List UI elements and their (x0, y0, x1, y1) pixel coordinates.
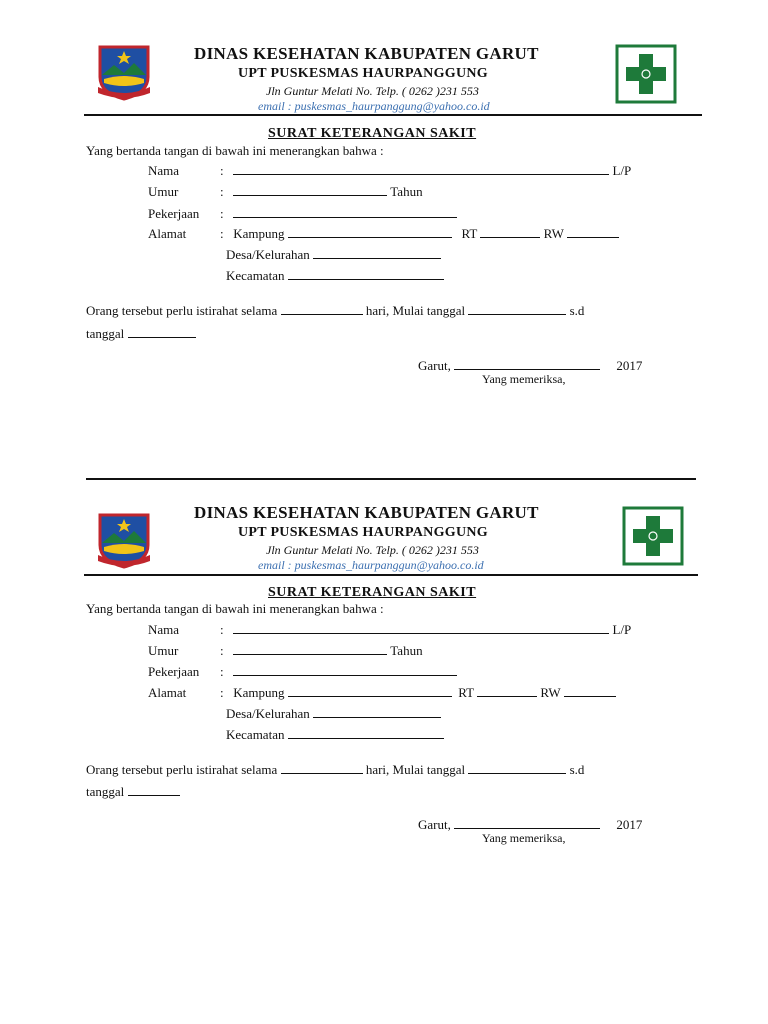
sign-date-blank[interactable] (454, 817, 600, 829)
kecamatan-blank[interactable] (288, 727, 444, 739)
intro-text: Yang bertanda tangan di bawah ini menerangkan bahwa : (86, 143, 384, 158)
end-date-blank[interactable] (128, 784, 180, 796)
field-nama (148, 622, 631, 638)
pekerjaan-blank[interactable] (233, 206, 457, 218)
label-lp: L/P (612, 163, 632, 178)
field-desa (226, 247, 441, 263)
field-pekerjaan (148, 664, 457, 680)
field-nama (148, 163, 631, 179)
rest-period-line (86, 303, 584, 319)
colon: : (220, 664, 224, 679)
email-line: email : puskesmas_haurpanggung@yahoo.co.id (258, 99, 490, 113)
label-kecamatan: Kecamatan (226, 727, 285, 742)
city-label: Garut, (418, 358, 451, 373)
label-umur: Umur (148, 643, 179, 658)
colon: : (220, 206, 224, 221)
rest-text-a: Orang tersebut perlu istirahat selama (86, 762, 278, 777)
label-kecamatan: Kecamatan (226, 268, 285, 283)
end-date-blank[interactable] (128, 326, 196, 338)
end-date-label: tanggal (86, 784, 125, 799)
field-alamat (148, 226, 619, 242)
kampung-blank[interactable] (288, 685, 452, 697)
end-date-label: tanggal (86, 326, 125, 341)
kampung-blank[interactable] (288, 226, 452, 238)
health-cross-emblem-icon (615, 44, 677, 104)
colon: : (220, 622, 224, 637)
rt-blank[interactable] (480, 226, 540, 238)
label-rw: RW (540, 685, 561, 700)
label-lp: L/P (612, 622, 632, 637)
desa-blank[interactable] (313, 247, 441, 259)
start-date-blank[interactable] (468, 762, 566, 774)
header-divider (84, 574, 698, 576)
label-tahun: Tahun (390, 184, 423, 199)
label-rt: RT (461, 226, 478, 241)
examiner-label: Yang memeriksa, (482, 831, 566, 845)
colon: : (220, 685, 224, 700)
label-rt: RT (458, 685, 474, 700)
label-kampung: Kampung (233, 685, 285, 700)
garut-regency-crest-icon (96, 511, 152, 569)
umur-blank[interactable] (233, 643, 387, 655)
examiner-label: Yang memeriksa, (482, 372, 566, 386)
end-date-line (86, 784, 180, 800)
label-nama: Nama (148, 163, 180, 178)
agency-name: DINAS KESEHATAN KABUPATEN GARUT (194, 44, 539, 63)
field-umur (148, 643, 423, 659)
colon: : (220, 226, 224, 241)
nama-blank[interactable] (233, 622, 609, 634)
label-nama: Nama (148, 622, 180, 637)
garut-regency-crest-icon (96, 43, 152, 101)
colon: : (220, 184, 224, 199)
email-line: email : puskesmas_haurpanggun@yahoo.co.id (258, 558, 484, 572)
start-date-blank[interactable] (468, 303, 566, 315)
letter-title: SURAT KETERANGAN SAKIT (268, 585, 477, 600)
label-tahun: Tahun (390, 643, 423, 658)
label-umur: Umur (148, 184, 179, 199)
intro-text: Yang bertanda tangan di bawah ini menerangkan bahwa : (86, 601, 384, 616)
label-desa: Desa/Kelurahan (226, 247, 310, 262)
field-umur (148, 184, 423, 200)
nama-blank[interactable] (233, 163, 609, 175)
city-label: Garut, (418, 817, 451, 832)
rt-blank[interactable] (477, 685, 537, 697)
label-pekerjaan: Pekerjaan (148, 664, 200, 679)
address-line: Jln Guntur Melati No. Telp. ( 0262 )231 553 (266, 543, 479, 557)
field-kecamatan (226, 268, 444, 284)
field-kecamatan (226, 727, 444, 743)
label-kampung: Kampung (233, 226, 285, 241)
rest-text-a: Orang tersebut perlu istirahat selama (86, 303, 278, 318)
desa-blank[interactable] (313, 706, 441, 718)
label-alamat: Alamat (148, 226, 187, 241)
label-rw: RW (543, 226, 564, 241)
pekerjaan-blank[interactable] (233, 664, 457, 676)
sign-date-blank[interactable] (454, 358, 600, 370)
rest-text-c: s.d (569, 303, 585, 318)
year-label: 2017 (616, 817, 643, 832)
health-cross-emblem-icon (622, 506, 684, 566)
label-pekerjaan: Pekerjaan (148, 206, 200, 221)
rw-blank[interactable] (564, 685, 616, 697)
unit-name: UPT PUSKESMAS HAURPANGGUNG (238, 525, 488, 540)
label-alamat: Alamat (148, 685, 187, 700)
rest-text-b: hari, Mulai tanggal (365, 303, 466, 318)
field-alamat (148, 685, 616, 701)
end-date-line (86, 326, 196, 342)
rw-blank[interactable] (567, 226, 619, 238)
address-line: Jln Guntur Melati No. Telp. ( 0262 )231 553 (266, 84, 479, 98)
field-pekerjaan (148, 206, 457, 222)
rest-text-b: hari, Mulai tanggal (365, 762, 466, 777)
label-desa: Desa/Kelurahan (226, 706, 310, 721)
colon: : (220, 643, 224, 658)
letter-title: SURAT KETERANGAN SAKIT (268, 126, 477, 141)
days-blank[interactable] (281, 303, 363, 315)
rest-text-c: s.d (569, 762, 585, 777)
field-desa (226, 706, 441, 722)
agency-name: DINAS KESEHATAN KABUPATEN GARUT (194, 503, 539, 522)
form-separator (86, 478, 696, 480)
rest-period-line (86, 762, 584, 778)
umur-blank[interactable] (233, 184, 387, 196)
colon: : (220, 163, 224, 178)
days-blank[interactable] (281, 762, 363, 774)
kecamatan-blank[interactable] (288, 268, 444, 280)
header-divider (84, 114, 702, 116)
unit-name: UPT PUSKESMAS HAURPANGGUNG (238, 66, 488, 81)
year-label: 2017 (616, 358, 643, 373)
